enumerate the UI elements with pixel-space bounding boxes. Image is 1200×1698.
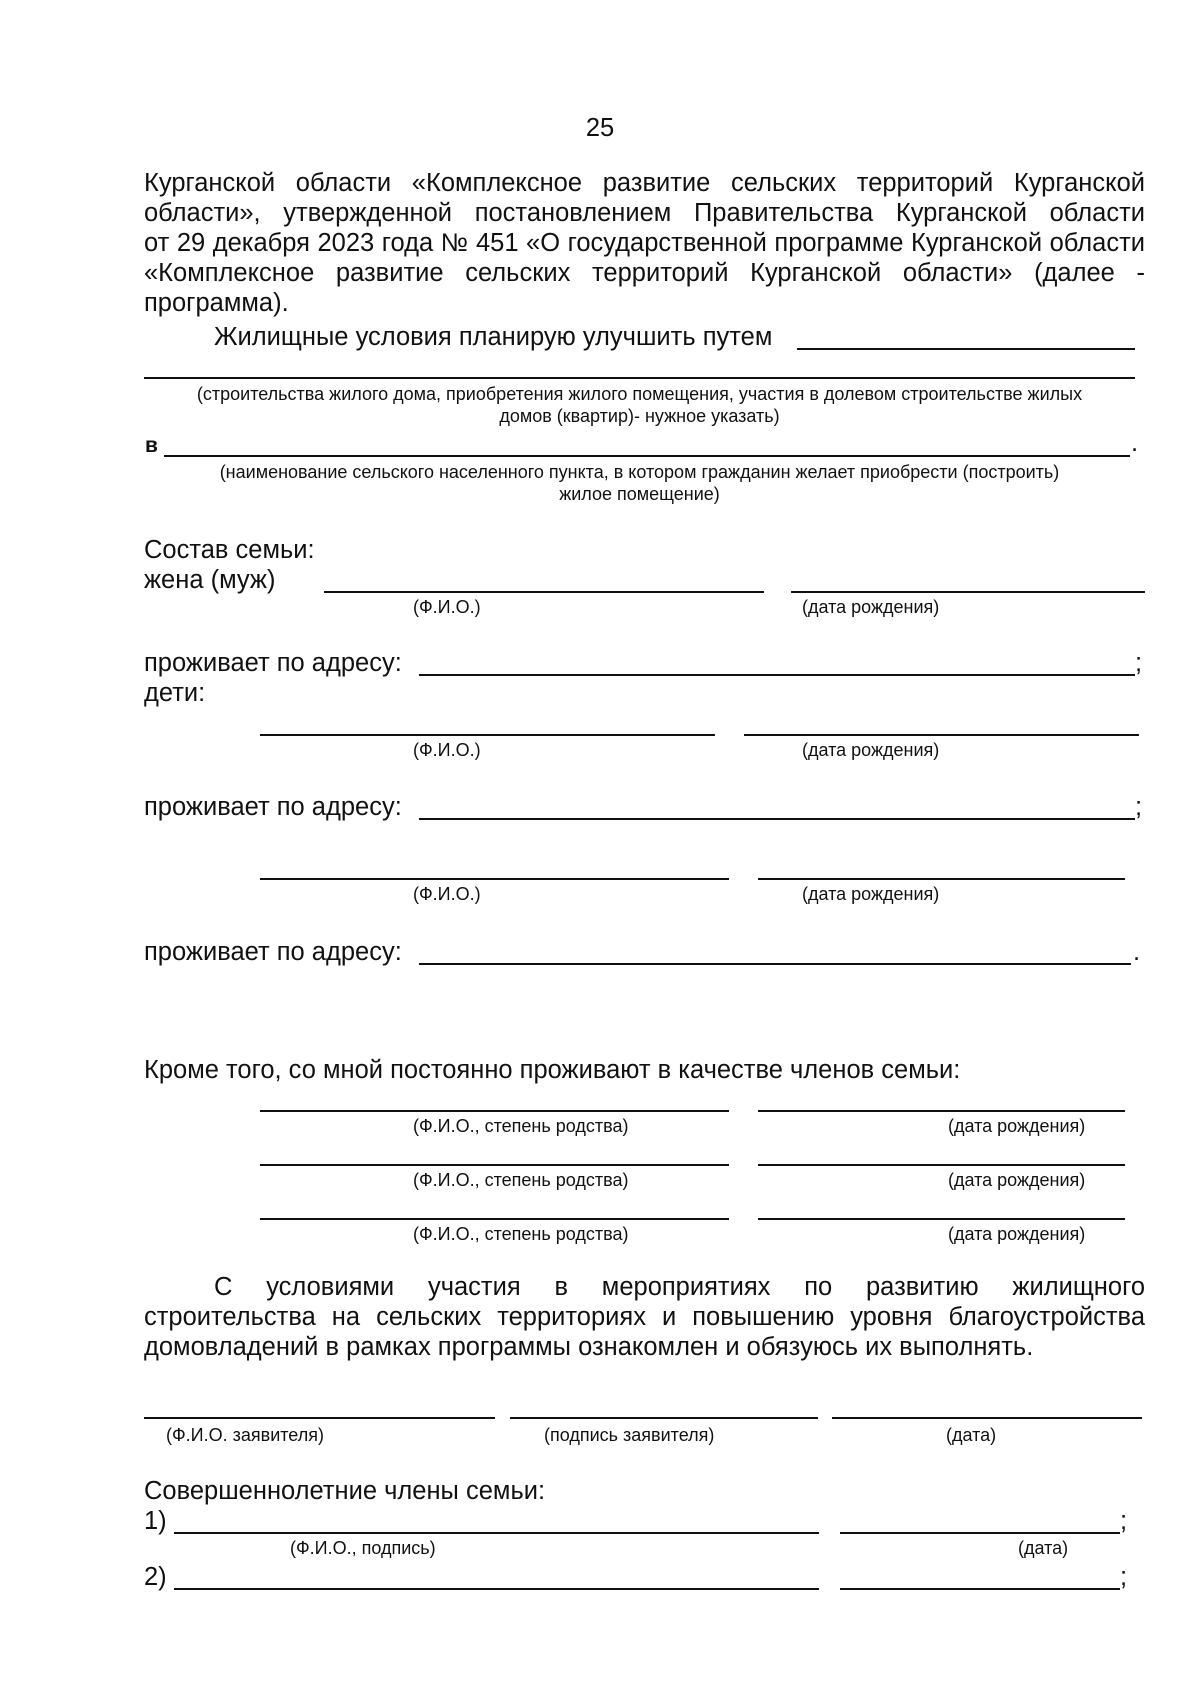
other1-birthdate-caption: (дата рождения)	[948, 1116, 1086, 1136]
intro-line: от 29 декабря 2023 года № 451 «О государственной программе Курганской области	[144, 229, 1145, 257]
in-prefix: в	[145, 434, 158, 457]
other2-fio-caption: (Ф.И.О., степень родства)	[413, 1170, 629, 1190]
spouse-fio-caption: (Ф.И.О.)	[413, 597, 481, 617]
spouse-address-label: проживает по адресу:	[144, 649, 402, 677]
housing-method-caption: домов (квартир)- нужное указать)	[499, 406, 780, 426]
adults-title: Совершеннолетние члены семьи:	[144, 1477, 546, 1505]
child1-address-end: ;	[1135, 793, 1143, 821]
intro-line: Курганской области «Комплексное развитие сельских территорий Курганской	[144, 169, 1145, 197]
child1-fio-field[interactable]	[260, 734, 715, 736]
intro-line: программа).	[144, 289, 289, 317]
settlement-field[interactable]	[164, 455, 1130, 457]
child1-address-field[interactable]	[419, 818, 1135, 820]
page-number: 25	[585, 114, 615, 142]
child2-address-label: проживает по адресу:	[144, 938, 402, 966]
applicant-signature-caption: (подпись заявителя)	[544, 1425, 715, 1445]
spouse-label: жена (муж)	[144, 566, 276, 594]
child2-fio-field[interactable]	[260, 878, 729, 880]
others-title: Кроме того, со мной постоянно проживают в качестве членов семьи:	[144, 1056, 961, 1084]
adult2-number: 2)	[144, 1563, 167, 1591]
spouse-birthdate-field[interactable]	[791, 591, 1145, 593]
other2-fio-field[interactable]	[260, 1164, 729, 1166]
other3-fio-caption: (Ф.И.О., степень родства)	[413, 1224, 629, 1244]
housing-method-field-continued[interactable]	[144, 377, 1135, 379]
spouse-fio-field[interactable]	[324, 591, 764, 593]
adult2-date-field[interactable]	[840, 1588, 1120, 1590]
other3-birthdate-field[interactable]	[758, 1218, 1125, 1220]
child1-birthdate-field[interactable]	[744, 734, 1139, 736]
applicant-date-caption: (дата)	[946, 1425, 997, 1445]
agreement-line: домовладений в рамках программы ознакомлен и обязуюсь их выполнять.	[144, 1333, 1034, 1361]
other2-birthdate-caption: (дата рождения)	[948, 1170, 1086, 1190]
adult1-fio-signature-field[interactable]	[174, 1532, 819, 1534]
adult2-end: ;	[1120, 1563, 1128, 1591]
spouse-address-end: ;	[1135, 649, 1143, 677]
housing-label: Жилищные условия планирую улучшить путем	[214, 323, 773, 351]
child2-address-field[interactable]	[419, 963, 1131, 965]
adult1-date-field[interactable]	[840, 1532, 1120, 1534]
children-label: дети:	[144, 679, 206, 707]
intro-line: области», утвержденной постановлением Правительства Курганской области	[144, 199, 1145, 227]
other2-birthdate-field[interactable]	[758, 1164, 1125, 1166]
spouse-address-field[interactable]	[419, 674, 1135, 676]
child1-fio-caption: (Ф.И.О.)	[413, 740, 481, 760]
settlement-end: .	[1131, 429, 1139, 457]
adult1-number: 1)	[144, 1507, 167, 1535]
family-title: Состав семьи:	[144, 536, 315, 564]
settlement-caption: (наименование сельского населенного пункта, в котором гражданин желает приобрести (построить)	[219, 462, 1060, 482]
housing-method-field[interactable]	[797, 348, 1135, 350]
spouse-birthdate-caption: (дата рождения)	[802, 597, 940, 617]
agreement-line: С условиями участия в мероприятиях по развитию жилищного	[214, 1273, 1145, 1301]
intro-line: «Комплексное развитие сельских территорий Курганской области» (далее -	[144, 259, 1145, 287]
other1-fio-field[interactable]	[260, 1110, 729, 1112]
adult1-end: ;	[1120, 1507, 1128, 1535]
settlement-caption: жилое помещение)	[559, 484, 720, 504]
child2-address-end: .	[1133, 938, 1141, 966]
other1-birthdate-field[interactable]	[758, 1110, 1125, 1112]
applicant-signature-field[interactable]	[510, 1417, 818, 1419]
child1-address-label: проживает по адресу:	[144, 793, 402, 821]
child2-birthdate-caption: (дата рождения)	[802, 884, 940, 904]
agreement-line: строительства на сельских территориях и повышению уровня благоустройства	[144, 1303, 1145, 1331]
child2-birthdate-field[interactable]	[758, 878, 1125, 880]
adult2-fio-signature-field[interactable]	[174, 1588, 819, 1590]
adult1-date-caption: (дата)	[1018, 1538, 1069, 1558]
other1-fio-caption: (Ф.И.О., степень родства)	[413, 1116, 629, 1136]
adult1-fio-caption: (Ф.И.О., подпись)	[290, 1538, 436, 1558]
other3-birthdate-caption: (дата рождения)	[948, 1224, 1086, 1244]
applicant-fio-caption: (Ф.И.О. заявителя)	[166, 1425, 324, 1445]
other3-fio-field[interactable]	[260, 1218, 729, 1220]
applicant-fio-field[interactable]	[144, 1417, 495, 1419]
housing-method-caption: (строительства жилого дома, приобретения жилого помещения, участия в долевом строительстве жилых	[196, 384, 1083, 404]
child2-fio-caption: (Ф.И.О.)	[413, 884, 481, 904]
child1-birthdate-caption: (дата рождения)	[802, 740, 940, 760]
applicant-date-field[interactable]	[832, 1417, 1142, 1419]
